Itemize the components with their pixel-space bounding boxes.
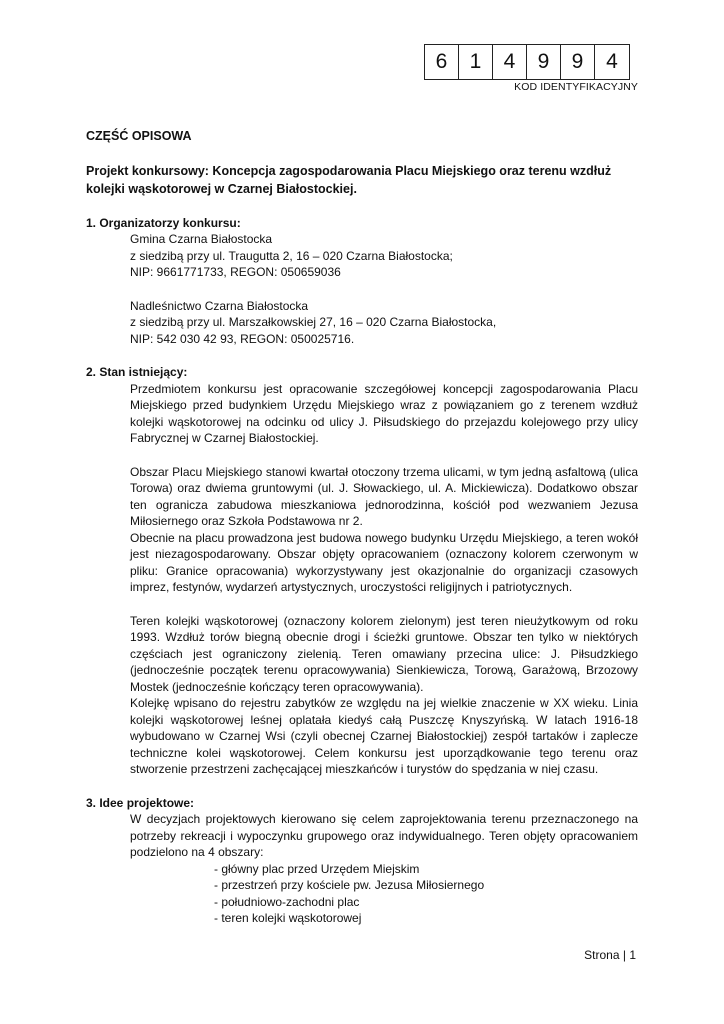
section-2-body bbox=[130, 381, 638, 778]
code-digit: 6 bbox=[425, 45, 459, 79]
organizer-2-name: Nadleśnictwo Czarna Białostocka bbox=[130, 298, 309, 313]
section-3-body bbox=[130, 811, 638, 861]
paragraph: Teren kolejki wąskotorowej (oznaczony kolorem zielonym) jest teren nieużytkowym od roku 1993. Wzdłuż torów biegną obecnie drogi i ścieżki gruntowe. Obszar ten tylko w niektórych częściach jest ograniczony zielenią. Teren omawiany przecina ulice: J. Piłsudzkiego (jednocześnie początek terenu opracowywania) Sienkiewicza, Torową, Garażową, Brzozowy Mostek (jednocześnie kończący teren opracowywania). bbox=[130, 613, 638, 694]
section-3-heading: 3. Idee projektowe: bbox=[86, 795, 195, 810]
paragraph: W decyzjach projektowych kierowano się celem zaprojektowania terenu przeznaczonego na potrzeby rekreacji i wypoczynku grupowego oraz indywidualnego. Teren objęty opracowaniem podzielono na 4 obszary: bbox=[130, 812, 638, 859]
code-digit: 9 bbox=[561, 45, 595, 79]
code-digit: 4 bbox=[493, 45, 527, 79]
list-item: - przestrzeń przy kościele pw. Jezusa Miłosiernego bbox=[214, 878, 485, 892]
organizer-2-address: z siedzibą przy ul. Marszałkowskiej 27, 16 – 020 Czarna Białostocka, bbox=[130, 315, 497, 329]
code-digit: 9 bbox=[527, 45, 561, 79]
paragraph: Przedmiotem konkursu jest opracowanie szczegółowej koncepcji zagospodarowania Placu Miejskiego przed budynkiem Urzędu Miejskiego wraz z powiązaniem go z terenem wzdłuż kolejki wąskotorowej na odcinku od ulicy J. Piłsudskiego do przejazdu kolejowego przy ulicy Fabrycznej w Czarnej Białostockiej. bbox=[130, 381, 638, 445]
paragraph: Obecnie na placu prowadzona jest budowa nowego budynku Urzędu Miejskiego, a teren wokół jest niezagospodarowany. Obszar objęty opracowaniem (oznaczony kolorem czerwonym w pliku: Granice opracowania) wykorzystywany jest okazjonalnie do organizacji czasowych imprez, festynów, wydarzeń artystycznych, uroczystości religijnych i patriotycznych. bbox=[130, 530, 638, 594]
section-heading-main: CZĘŚĆ OPISOWA bbox=[86, 129, 192, 143]
identification-code-box bbox=[424, 44, 630, 80]
paragraph: Obszar Placu Miejskiego stanowi kwartał otoczony trzema ulicami, w tym jedną asfaltową (ulica Torowa) oraz dwiema gruntowymi (ul. J. Słowackiego, ul. A. Mickiewicza). Dodatkowo obszar ten ogranicza zabudowa mieszkaniowa jednorodzinna, kościół pod wezwaniem Jezusa Miłosiernego oraz Szkoła Podstawowa nr 2. bbox=[130, 464, 638, 528]
organizer-2-ids: NIP: 542 030 42 93, REGON: 050025716. bbox=[130, 331, 355, 346]
organizer-1-name: Gmina Czarna Białostocka bbox=[130, 232, 273, 246]
code-digit: 1 bbox=[459, 45, 493, 79]
organizer-1-address: z siedzibą przy ul. Traugutta 2, 16 – 020 Czarna Białostocka; bbox=[130, 248, 453, 263]
list-item: - teren kolejki wąskotorowej bbox=[214, 911, 362, 925]
page-number: Strona | 1 bbox=[584, 948, 636, 962]
list-item: - południowo-zachodni plac bbox=[214, 894, 360, 909]
list-item: - główny plac przed Urzędem Miejskim bbox=[214, 861, 420, 876]
organizer-2 bbox=[130, 298, 638, 348]
project-title: Projekt konkursowy: Koncepcja zagospodarowania Placu Miejskiego oraz terenu wzdłuż kolejki wąskotorowej w Czarnej Białostockiej. bbox=[86, 163, 612, 196]
section-1-heading: 1. Organizatorzy konkursu: bbox=[86, 215, 241, 230]
organizer-1-ids: NIP: 9661771733, REGON: 050659036 bbox=[130, 265, 341, 279]
areas-list bbox=[214, 861, 638, 927]
code-digit: 4 bbox=[606, 50, 618, 73]
document-body bbox=[86, 128, 638, 927]
code-label: KOD IDENTYFIKACYJNY bbox=[514, 81, 638, 93]
paragraph: Kolejkę wpisano do rejestru zabytków ze względu na jej wielkie znaczenie w XX wieku. Linia kolejki wąskotorowej leśnej oplatała kiedyś całą Puszczę Knyszyńską. W latach 1916-18 wybudowano w Czarnej Wsi (czyli obecnej Czarnej Białostockiej) zespół tartaków i zaplecze techniczne kolei wąskotorowej. Celem konkursu jest uporządkowanie tego terenu oraz stworzenie przestrzeni zachęcającej mieszkańców i turystów do spędzania w niej czasu. bbox=[130, 696, 638, 776]
section-2-heading: 2. Stan istniejący: bbox=[86, 365, 188, 379]
organizer-1 bbox=[130, 231, 638, 281]
